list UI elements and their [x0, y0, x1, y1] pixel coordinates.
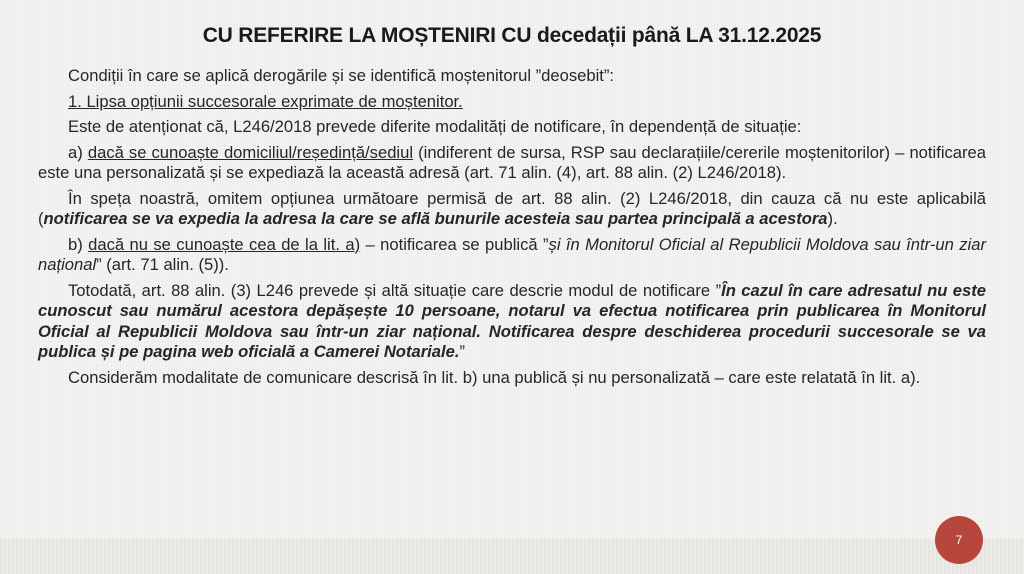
art88-emphasis: În cazul în care adresatul nu este cunoscut sau numărul acestora depășește 10 persoane, notarul va efectua notificarea prin publicarea în Monitorul Oficial al Republicii Moldova sau într-un ziar național. Notificarea despre deschiderea procedurii succesorale se va publica și pe pagina web oficială a Camerei Notariale.: [38, 280, 986, 361]
footer-band: [0, 539, 1024, 574]
case-b-italic: și în Monitorul Oficial al Republicii Moldova sau într-un ziar național: [38, 234, 986, 274]
case-a-prefix: a): [68, 142, 88, 162]
paragraph-case-b: [38, 235, 986, 276]
paragraph-conclusion: Considerăm modalitate de comunicare descrisă în lit. b) una publică și nu personalizată – care este relatată în lit. a).: [68, 367, 921, 387]
our-case-lead: În speța noastră, omitem opțiunea următoare permisă de art. 88 alin. (2) L246/2018, din cauza că nu este aplicabilă (: [38, 188, 986, 228]
case-a-rest: (indiferent de sursa, RSP sau declarațiile/cererile moștenitorilor) – notificarea este una personalizată și se expediază la această adresă (art. 71 alin. (4), art. 88 alin. (2) L246/2018).: [38, 142, 987, 182]
heading-1-text: 1. Lipsa opțiunii succesorale exprimate de moștenitor.: [68, 91, 463, 111]
case-b-mid: – notificarea se publică ”: [360, 234, 549, 254]
paragraph-case-a: [38, 143, 986, 184]
case-b-condition: dacă nu se cunoaște cea de la lit. a): [88, 234, 361, 254]
paragraph-heading-1: [38, 92, 986, 113]
slide-title: CU REFERIRE LA MOȘTENIRI CU decedații până LA 31.12.2025: [202, 24, 822, 47]
case-b-prefix: b): [68, 234, 89, 254]
page-number-badge: [935, 516, 983, 564]
paragraph-conditions: Condiții în care se aplică derogările și se identifică moștenitorul ”deosebit”:: [68, 66, 615, 85]
case-a-condition: dacă se cunoaște domiciliul/reședință/sediul: [87, 142, 414, 162]
our-case-emphasis: notificarea se va expedia la adresa la care se află bunurile acesteia sau partea principală a acestora: [43, 209, 828, 228]
paragraph-our-case: [38, 189, 986, 230]
paragraph-art-88-quote: [38, 281, 986, 363]
our-case-tail: ).: [827, 209, 838, 228]
page-number: 7: [955, 533, 963, 547]
art88-tail: ”: [459, 342, 465, 361]
case-b-tail: ” (art. 71 alin. (5)).: [96, 255, 229, 274]
slide-body: [38, 66, 986, 393]
art88-lead: Totodată, art. 88 alin. (3) L246 prevede și altă situație care descrie modul de notificare ”: [68, 280, 722, 300]
paragraph-notification-intro: Este de atenționat că, L246/2018 prevede diferite modalități de notificare, în dependență de situație:: [68, 117, 802, 136]
